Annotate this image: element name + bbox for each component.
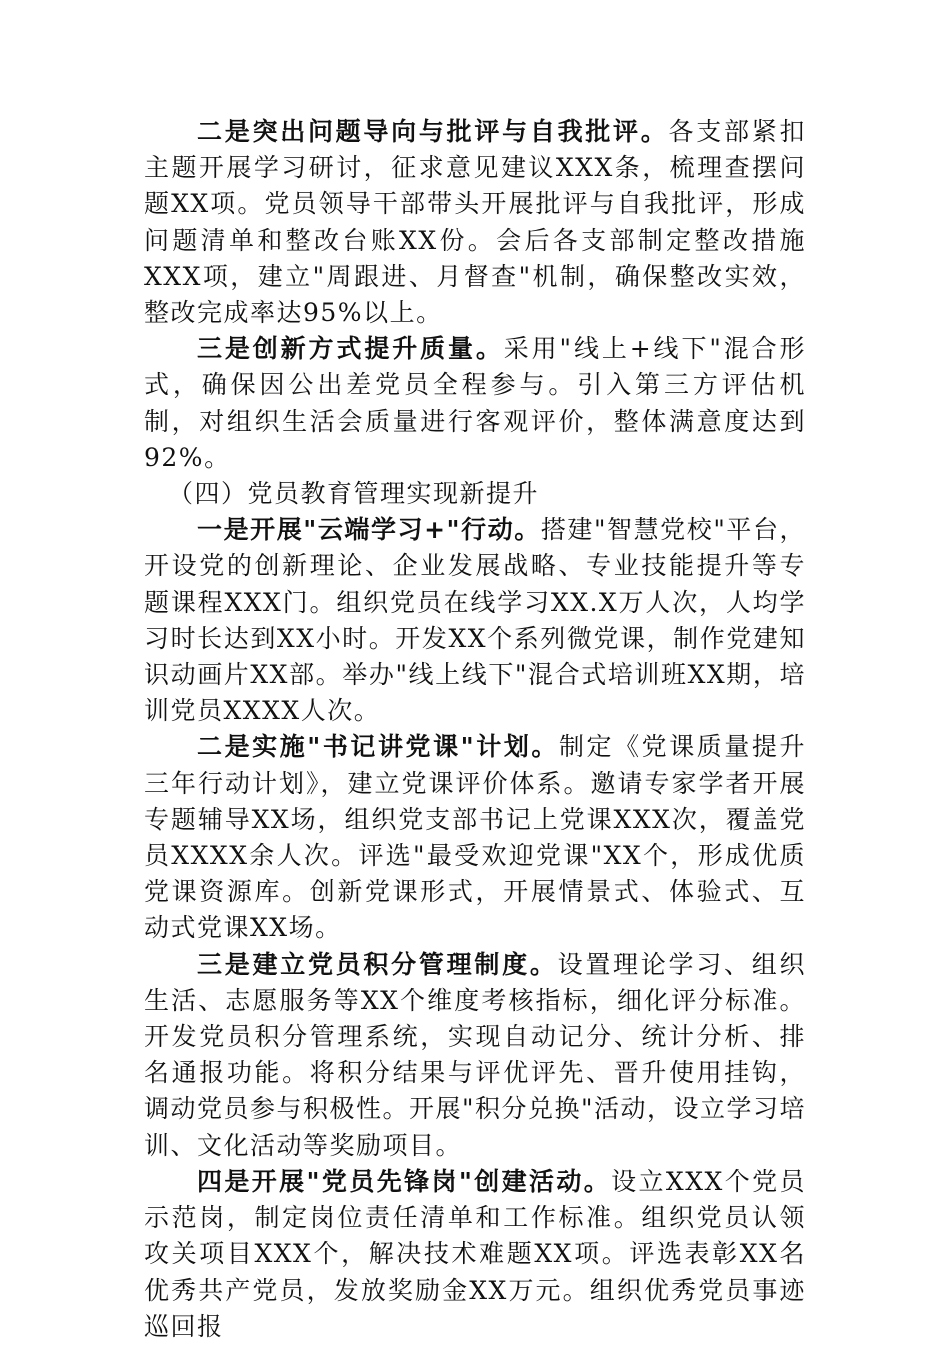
paragraph-lead: 二是突出问题导向与批评与自我批评。	[197, 117, 669, 146]
paragraph-points-system	[144, 947, 806, 1164]
paragraph-body: 制定《党课质量提升三年行动计划》，建立党课评价体系。邀请专家学者开展专题辅导XX场，组织党支部书记上党课XXX次，覆盖党员XXXX余人次。评选"最受欢迎党课"XX个，形成优质党课资源库。创新党课形式，开展情景式、体验式、互动式党课XX场。	[144, 732, 806, 943]
paragraph-cloud-learning	[144, 512, 806, 729]
paragraph-problem-orientation	[144, 114, 806, 331]
paragraph-body: 采用"线上+线下"混合形式，确保因公出差党员全程参与。引入第三方评估机制，对组织生活会质量进行客观评价，整体满意度达到92%。	[144, 334, 806, 472]
paragraph-body: 设立XXX个党员示范岗，制定岗位责任清单和工作标准。组织党员认领攻关项目XXX个，解决技术难题XX项。评选表彰XX名优秀共产党员，发放奖励金XX万元。组织优秀党员事迹巡回报	[144, 1166, 806, 1341]
paragraph-lead: 一是开展"云端学习+"行动。	[197, 515, 541, 545]
paragraph-body: 搭建"智慧党校"平台，开设党的创新理论、企业发展战略、专业技能提升等专题课程XXX门。组织党员在线学习XX.X万人次，人均学习时长达到XX小时。开发XX个系列微党课，制作党建知识动画片XX部。举办"线上线下"混合式培训班XX期，培训党员XXXX人次。	[144, 515, 807, 726]
paragraph-body: 设置理论学习、组织生活、志愿服务等XX个维度考核指标，细化评分标准。开发党员积分管理系统，实现自动记分、统计分析、排名通报功能。将积分结果与评优评先、晋升使用挂钩，调动党员参与积极性。开展"积分兑换"活动，设立学习培训、文化活动等奖励项目。	[144, 949, 807, 1160]
paragraph-lead: 三是建立党员积分管理制度。	[197, 949, 558, 979]
paragraph-body: 各支部紧扣主题开展学习研讨，征求意见建议XXX条，梳理查摆问题XX项。党员领导干部带头开展批评与自我批评，形成问题清单和整改台账XX份。会后各支部制定整改措施XXX项，建立"周跟进、月督查"机制，确保整改实效，整改完成率达95%以上。	[144, 117, 806, 328]
paragraph-lead: 三是创新方式提升质量。	[197, 334, 504, 364]
paragraph-lead: 四是开展"党员先锋岗"创建活动。	[197, 1166, 612, 1196]
paragraph-vanguard-posts	[144, 1164, 806, 1345]
paragraph-lead: 二是实施"书记讲党课"计划。	[197, 732, 559, 762]
section-heading: （四）党员教育管理实现新提升	[168, 479, 540, 509]
paragraph-innovation-quality	[144, 331, 806, 476]
document-page	[144, 114, 806, 1345]
paragraph-secretary-lectures	[144, 729, 806, 946]
